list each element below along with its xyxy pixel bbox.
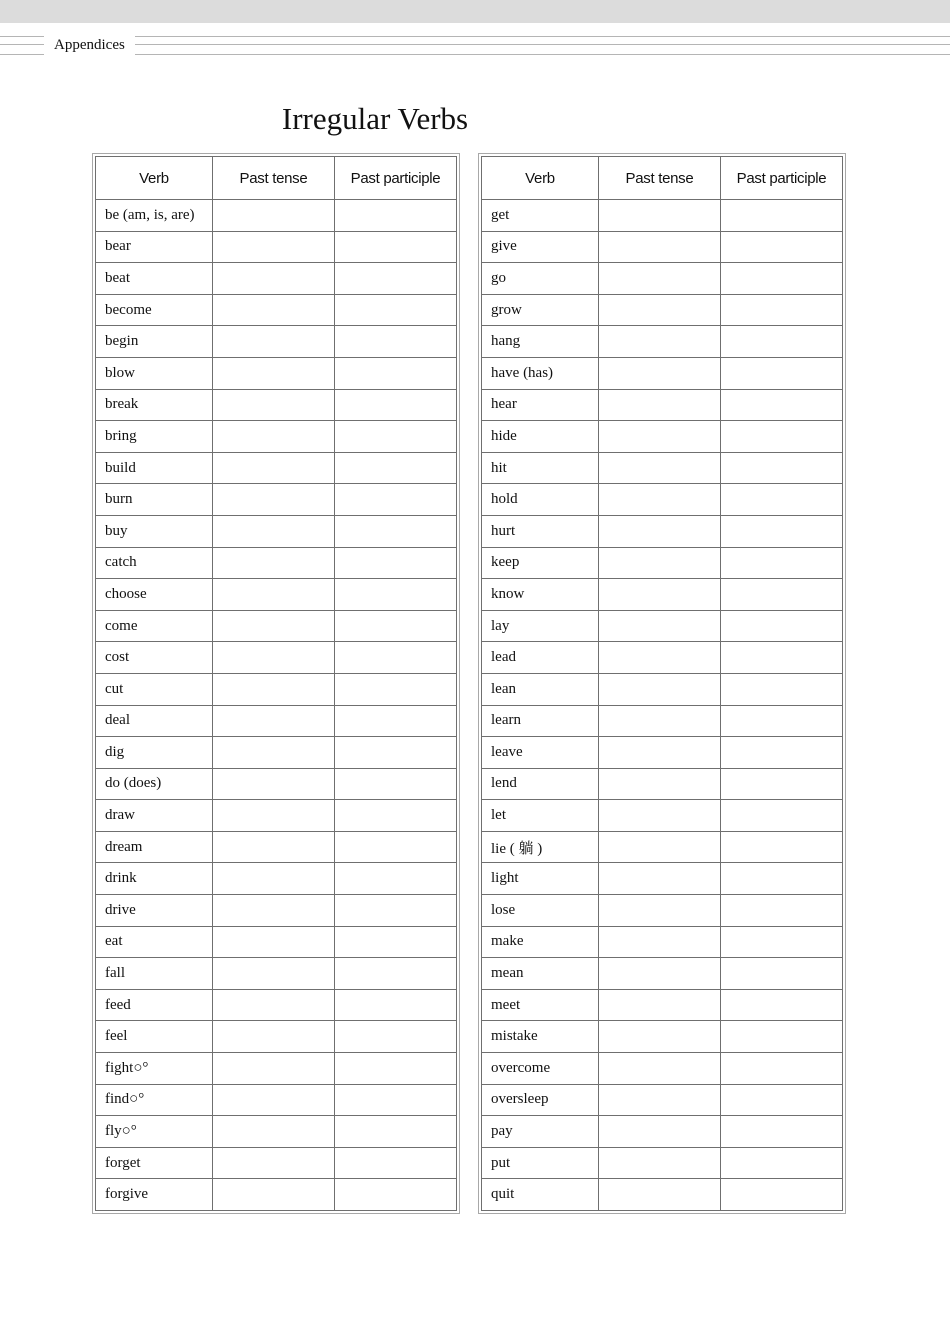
past-tense-cell[interactable] [213, 389, 335, 421]
table-row [482, 863, 843, 895]
past-tense-cell[interactable] [599, 926, 721, 958]
past-participle-cell[interactable] [721, 484, 843, 516]
past-participle-cell[interactable] [335, 1147, 457, 1179]
past-tense-cell[interactable] [213, 1053, 335, 1085]
past-participle-cell[interactable] [721, 831, 843, 863]
past-tense-cell[interactable] [213, 926, 335, 958]
past-tense-cell[interactable] [599, 610, 721, 642]
table-row [482, 547, 843, 579]
table-row [482, 768, 843, 800]
table-row [96, 515, 457, 547]
verb-cell: learn [482, 705, 599, 737]
past-tense-cell[interactable] [213, 357, 335, 389]
past-tense-cell[interactable] [213, 768, 335, 800]
section-label: Appendices [44, 34, 135, 56]
past-tense-cell[interactable] [599, 958, 721, 990]
verb-cell: lean [482, 673, 599, 705]
table-row [482, 1147, 843, 1179]
table-row [482, 515, 843, 547]
table-row [482, 421, 843, 453]
verb-cell: build [96, 452, 213, 484]
verb-cell: choose [96, 579, 213, 611]
table-row [96, 642, 457, 674]
verb-cell: drink [96, 863, 213, 895]
table-row [482, 1084, 843, 1116]
past-participle-cell[interactable] [721, 231, 843, 263]
verb-cell: pay [482, 1116, 599, 1148]
verb-cell: catch [96, 547, 213, 579]
table-row [96, 389, 457, 421]
past-participle-cell[interactable] [335, 389, 457, 421]
verb-cell: mean [482, 958, 599, 990]
past-tense-cell[interactable] [213, 421, 335, 453]
table-row [482, 484, 843, 516]
past-participle-cell[interactable] [721, 1053, 843, 1085]
column-header-past-participle: Past participle [721, 157, 843, 200]
verb-cell: fight○° [96, 1053, 213, 1085]
past-participle-cell[interactable] [335, 673, 457, 705]
verb-cell: know [482, 579, 599, 611]
verb-cell: draw [96, 800, 213, 832]
past-tense-cell[interactable] [599, 1116, 721, 1148]
past-participle-cell[interactable] [335, 1179, 457, 1211]
past-participle-cell[interactable] [721, 1084, 843, 1116]
table-row [482, 831, 843, 863]
verb-cell: eat [96, 926, 213, 958]
table-row [482, 610, 843, 642]
table-row [96, 1179, 457, 1211]
past-tense-cell[interactable] [599, 452, 721, 484]
verb-cell: cut [96, 673, 213, 705]
past-tense-cell[interactable] [599, 989, 721, 1021]
table-row [96, 926, 457, 958]
verb-table-left [95, 156, 457, 1211]
past-participle-cell[interactable] [721, 357, 843, 389]
past-participle-cell[interactable] [335, 610, 457, 642]
table-row [96, 1084, 457, 1116]
page-title: Irregular Verbs [281, 101, 469, 136]
verb-cell: deal [96, 705, 213, 737]
past-tense-cell[interactable] [213, 863, 335, 895]
verb-cell: hang [482, 326, 599, 358]
past-tense-cell[interactable] [599, 1147, 721, 1179]
past-tense-cell[interactable] [599, 768, 721, 800]
verb-cell: dig [96, 737, 213, 769]
past-tense-cell[interactable] [213, 547, 335, 579]
past-participle-cell[interactable] [721, 642, 843, 674]
verb-cell: drive [96, 895, 213, 927]
past-tense-cell[interactable] [599, 484, 721, 516]
verb-cell: keep [482, 547, 599, 579]
past-participle-cell[interactable] [721, 1179, 843, 1211]
past-participle-cell[interactable] [335, 1053, 457, 1085]
table-row [96, 1147, 457, 1179]
table-row [482, 895, 843, 927]
verb-cell: blow [96, 357, 213, 389]
past-tense-cell[interactable] [213, 1116, 335, 1148]
past-tense-cell[interactable] [599, 831, 721, 863]
verb-cell: lend [482, 768, 599, 800]
verb-cell: come [96, 610, 213, 642]
verb-cell: become [96, 294, 213, 326]
past-participle-cell[interactable] [335, 1084, 457, 1116]
past-participle-cell[interactable] [335, 1116, 457, 1148]
table-row [482, 800, 843, 832]
table-row [482, 958, 843, 990]
past-participle-cell[interactable] [721, 895, 843, 927]
table-row [96, 1021, 457, 1053]
past-participle-cell[interactable] [721, 263, 843, 295]
table-row [96, 989, 457, 1021]
verb-cell: leave [482, 737, 599, 769]
past-participle-cell[interactable] [335, 200, 457, 232]
verb-cell: fall [96, 958, 213, 990]
past-participle-cell[interactable] [721, 579, 843, 611]
top-band [0, 0, 950, 23]
table-row [482, 294, 843, 326]
past-participle-cell[interactable] [721, 1116, 843, 1148]
header-rule-top [0, 36, 950, 37]
past-participle-cell[interactable] [335, 452, 457, 484]
verb-cell: do (does) [96, 768, 213, 800]
past-participle-cell[interactable] [335, 895, 457, 927]
past-tense-cell[interactable] [213, 895, 335, 927]
verb-rows-right [482, 200, 843, 1211]
verb-rows-left [96, 200, 457, 1211]
table-row [96, 326, 457, 358]
past-tense-cell[interactable] [599, 515, 721, 547]
verb-cell: hurt [482, 515, 599, 547]
table-row [96, 768, 457, 800]
past-participle-cell[interactable] [335, 863, 457, 895]
table-row [96, 452, 457, 484]
past-participle-cell[interactable] [721, 515, 843, 547]
verb-cell: begin [96, 326, 213, 358]
table-row [96, 231, 457, 263]
past-tense-cell[interactable] [599, 326, 721, 358]
past-tense-cell[interactable] [213, 831, 335, 863]
table-row [96, 1116, 457, 1148]
verb-cell: have (has) [482, 357, 599, 389]
past-tense-cell[interactable] [213, 484, 335, 516]
past-tense-cell[interactable] [213, 579, 335, 611]
table-row [482, 737, 843, 769]
verb-cell: give [482, 231, 599, 263]
past-participle-cell[interactable] [721, 452, 843, 484]
past-tense-cell[interactable] [213, 1147, 335, 1179]
table-row [482, 263, 843, 295]
verb-cell: hit [482, 452, 599, 484]
verb-cell: be (am, is, are) [96, 200, 213, 232]
past-participle-cell[interactable] [721, 989, 843, 1021]
past-tense-cell[interactable] [599, 1053, 721, 1085]
past-participle-cell[interactable] [335, 800, 457, 832]
table-row [96, 800, 457, 832]
past-participle-cell[interactable] [721, 800, 843, 832]
past-tense-cell[interactable] [213, 294, 335, 326]
table-row [482, 926, 843, 958]
past-participle-cell[interactable] [721, 705, 843, 737]
table-row [96, 547, 457, 579]
header-rule-middle [0, 44, 950, 45]
past-tense-cell[interactable] [599, 294, 721, 326]
past-participle-cell[interactable] [335, 768, 457, 800]
verb-cell: overcome [482, 1053, 599, 1085]
table-row [96, 895, 457, 927]
past-participle-cell[interactable] [721, 863, 843, 895]
past-tense-cell[interactable] [599, 705, 721, 737]
table-row [96, 484, 457, 516]
verb-cell: lose [482, 895, 599, 927]
past-participle-cell[interactable] [721, 294, 843, 326]
past-participle-cell[interactable] [335, 231, 457, 263]
past-participle-cell[interactable] [335, 989, 457, 1021]
verb-cell: bear [96, 231, 213, 263]
table-row [482, 1021, 843, 1053]
past-participle-cell[interactable] [721, 326, 843, 358]
table-row [482, 231, 843, 263]
verb-cell: bring [96, 421, 213, 453]
table-row [96, 610, 457, 642]
past-tense-cell[interactable] [213, 515, 335, 547]
table-row [96, 863, 457, 895]
verb-cell: let [482, 800, 599, 832]
table-row [482, 642, 843, 674]
past-tense-cell[interactable] [213, 452, 335, 484]
verb-cell: hide [482, 421, 599, 453]
table-row [96, 421, 457, 453]
table-row [482, 579, 843, 611]
past-participle-cell[interactable] [721, 768, 843, 800]
verb-cell: dream [96, 831, 213, 863]
verb-cell: quit [482, 1179, 599, 1211]
verb-cell: go [482, 263, 599, 295]
past-participle-cell[interactable] [721, 737, 843, 769]
verb-cell: buy [96, 515, 213, 547]
verb-cell: meet [482, 989, 599, 1021]
header-row [482, 157, 843, 200]
verb-cell: oversleep [482, 1084, 599, 1116]
table-row [96, 673, 457, 705]
verb-cell: feel [96, 1021, 213, 1053]
past-tense-cell[interactable] [599, 1179, 721, 1211]
table-row [96, 200, 457, 232]
past-participle-cell[interactable] [721, 421, 843, 453]
past-tense-cell[interactable] [213, 800, 335, 832]
past-tense-cell[interactable] [599, 895, 721, 927]
column-header-verb: Verb [482, 157, 599, 200]
past-participle-cell[interactable] [335, 926, 457, 958]
verb-cell: beat [96, 263, 213, 295]
past-participle-cell[interactable] [335, 547, 457, 579]
past-tense-cell[interactable] [213, 1021, 335, 1053]
past-tense-cell[interactable] [213, 737, 335, 769]
past-tense-cell[interactable] [599, 1021, 721, 1053]
verb-cell: forget [96, 1147, 213, 1179]
past-tense-cell[interactable] [599, 737, 721, 769]
table-row [482, 1179, 843, 1211]
table-row [96, 357, 457, 389]
table-row [482, 326, 843, 358]
table-row [96, 831, 457, 863]
past-tense-cell[interactable] [213, 989, 335, 1021]
header-row [96, 157, 457, 200]
table-row [96, 263, 457, 295]
past-participle-cell[interactable] [721, 673, 843, 705]
verb-cell: make [482, 926, 599, 958]
past-tense-cell[interactable] [213, 705, 335, 737]
table-row [96, 958, 457, 990]
table-row [96, 705, 457, 737]
past-tense-cell[interactable] [599, 579, 721, 611]
past-participle-cell[interactable] [721, 389, 843, 421]
past-participle-cell[interactable] [335, 1021, 457, 1053]
verb-cell: cost [96, 642, 213, 674]
past-participle-cell[interactable] [335, 737, 457, 769]
past-tense-cell[interactable] [213, 200, 335, 232]
past-participle-cell[interactable] [721, 1147, 843, 1179]
column-header-past-tense: Past tense [599, 157, 721, 200]
past-tense-cell[interactable] [213, 958, 335, 990]
verb-cell: grow [482, 294, 599, 326]
past-tense-cell[interactable] [213, 673, 335, 705]
verb-cell: feed [96, 989, 213, 1021]
past-participle-cell[interactable] [721, 547, 843, 579]
verb-cell: mistake [482, 1021, 599, 1053]
past-tense-cell[interactable] [599, 421, 721, 453]
past-tense-cell[interactable] [599, 231, 721, 263]
table-row [482, 705, 843, 737]
past-participle-cell[interactable] [335, 958, 457, 990]
past-participle-cell[interactable] [335, 326, 457, 358]
past-tense-cell[interactable] [599, 1084, 721, 1116]
verb-table-right [481, 156, 843, 1211]
verb-cell: light [482, 863, 599, 895]
verb-cell: hear [482, 389, 599, 421]
past-tense-cell[interactable] [599, 200, 721, 232]
verb-cell: put [482, 1147, 599, 1179]
verb-cell: forgive [96, 1179, 213, 1211]
past-tense-cell[interactable] [213, 263, 335, 295]
past-participle-cell[interactable] [335, 705, 457, 737]
past-participle-cell[interactable] [335, 263, 457, 295]
table-row [482, 673, 843, 705]
past-participle-cell[interactable] [721, 1021, 843, 1053]
past-tense-cell[interactable] [599, 642, 721, 674]
verb-cell: break [96, 389, 213, 421]
past-tense-cell[interactable] [213, 326, 335, 358]
verb-cell: burn [96, 484, 213, 516]
past-participle-cell[interactable] [721, 200, 843, 232]
table-row [482, 1053, 843, 1085]
table-row [482, 989, 843, 1021]
past-tense-cell[interactable] [599, 263, 721, 295]
past-participle-cell[interactable] [335, 421, 457, 453]
table-row [96, 579, 457, 611]
column-header-past-tense: Past tense [213, 157, 335, 200]
column-header-verb: Verb [96, 157, 213, 200]
past-participle-cell[interactable] [335, 515, 457, 547]
verb-cell: get [482, 200, 599, 232]
table-row [482, 357, 843, 389]
verb-cell: find○° [96, 1084, 213, 1116]
past-participle-cell[interactable] [721, 926, 843, 958]
verb-cell: lie ( 躺 ) [482, 831, 599, 863]
table-row [96, 294, 457, 326]
past-tense-cell[interactable] [213, 610, 335, 642]
past-tense-cell[interactable] [213, 1084, 335, 1116]
table-row [482, 452, 843, 484]
verb-cell: hold [482, 484, 599, 516]
verb-cell: lead [482, 642, 599, 674]
verb-cell: fly○° [96, 1116, 213, 1148]
header-rule-bottom [0, 54, 950, 55]
table-row [482, 389, 843, 421]
past-tense-cell[interactable] [599, 800, 721, 832]
past-participle-cell[interactable] [335, 831, 457, 863]
past-participle-cell[interactable] [335, 642, 457, 674]
past-tense-cell[interactable] [213, 1179, 335, 1211]
past-participle-cell[interactable] [721, 958, 843, 990]
past-participle-cell[interactable] [335, 357, 457, 389]
table-row [96, 1053, 457, 1085]
past-tense-cell[interactable] [599, 547, 721, 579]
column-header-past-participle: Past participle [335, 157, 457, 200]
past-tense-cell[interactable] [213, 642, 335, 674]
table-row [482, 200, 843, 232]
past-participle-cell[interactable] [335, 579, 457, 611]
past-tense-cell[interactable] [599, 863, 721, 895]
past-participle-cell[interactable] [335, 294, 457, 326]
verb-cell: lay [482, 610, 599, 642]
past-tense-cell[interactable] [213, 231, 335, 263]
past-participle-cell[interactable] [335, 484, 457, 516]
past-tense-cell[interactable] [599, 357, 721, 389]
past-tense-cell[interactable] [599, 389, 721, 421]
table-row [96, 737, 457, 769]
table-row [482, 1116, 843, 1148]
past-tense-cell[interactable] [599, 673, 721, 705]
past-participle-cell[interactable] [721, 610, 843, 642]
